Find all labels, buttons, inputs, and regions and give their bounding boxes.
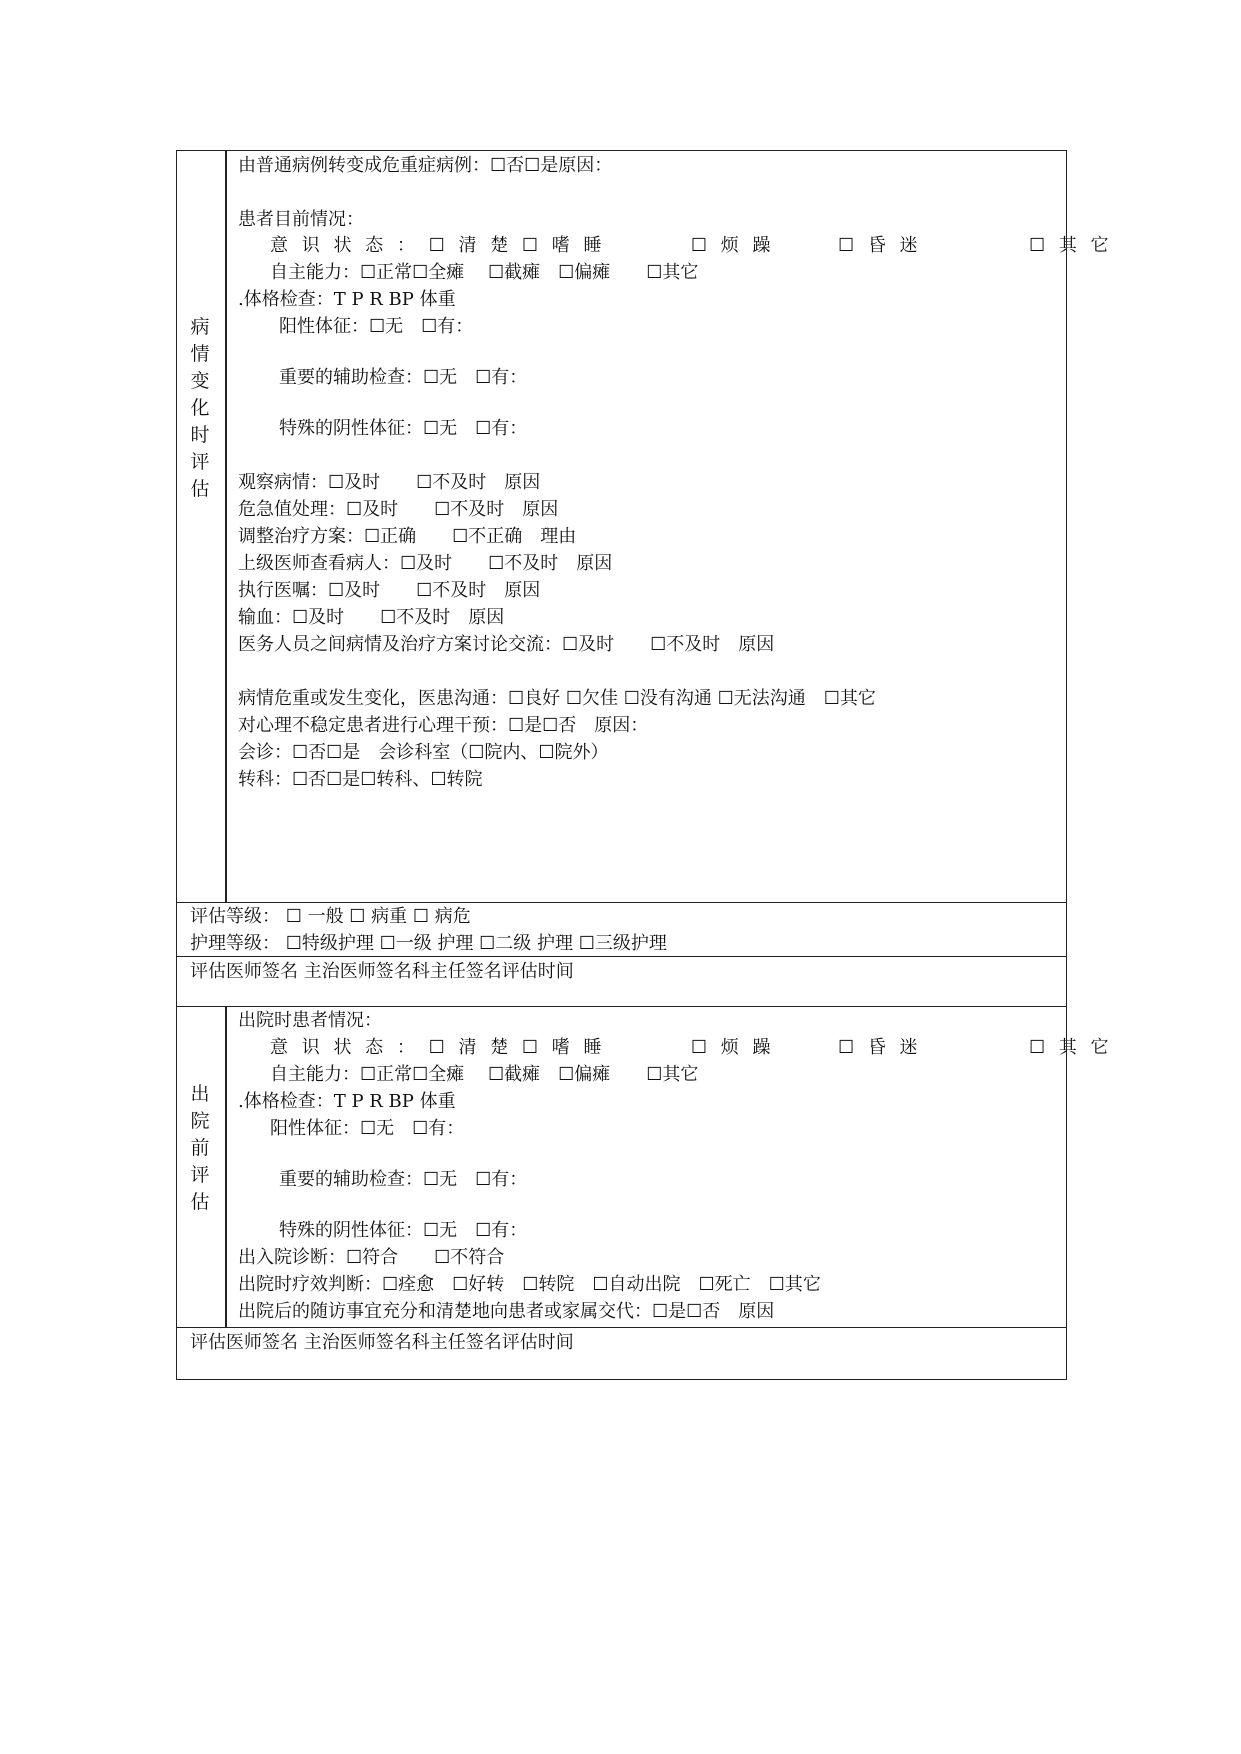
line-consultation: 会诊：☐否☐是 会诊科室（☐院内、☐院外） (238, 742, 609, 763)
section2-divider (225, 1006, 227, 1328)
line-psych-intervention: 对心理不稳定患者进行心理干预：☐是☐否 原因： (238, 715, 649, 736)
signature-row-2: 评估医师签名 主治医师签名科主任签名评估时间 (190, 1332, 574, 1353)
line-critical-transition: 由普通病例转变成危重症病例：☐否☐是原因： (238, 155, 613, 176)
section2-label: 出 院 前 评 估 (190, 1083, 210, 1213)
line-self-care: 自主能力：☐正常☐全瘫 ☐截瘫 ☐偏瘫 ☐其它 (270, 262, 699, 283)
line-transfer: 转科：☐否☐是☐转科、☐转院 (238, 769, 483, 790)
line-discharge-condition: 出院时患者情况： (238, 1010, 382, 1031)
table-border-bottom (176, 1379, 1067, 1380)
line-current-condition: 患者目前情况： (238, 209, 364, 230)
line-senior-doctor: 上级医师查看病人：☐及时 ☐不及时 原因 (238, 553, 613, 574)
line-consciousness: 意 识 状 态 ： ☐ 清 楚 ☐ 嗜 睡 ☐ 烦 躁 ☐ 昏 迷 ☐ 其 它 (270, 235, 1113, 256)
line-orders: 执行医嘱：☐及时 ☐不及时 原因 (238, 580, 541, 601)
line-outcome: 出院时疗效判断：☐痊愈 ☐好转 ☐转院 ☐自动出院 ☐死亡 ☐其它 (238, 1274, 821, 1295)
line-consciousness-2: 意 识 状 态 ： ☐ 清 楚 ☐ 嗜 睡 ☐ 烦 躁 ☐ 昏 迷 ☐ 其 它 (270, 1037, 1113, 1058)
line-auxiliary-exam-2: 重要的辅助检查：☐无 ☐有： (279, 1169, 528, 1190)
line-follow-up: 出院后的随访事宜充分和清楚地向患者或家属交代：☐是☐否 原因 (238, 1301, 775, 1322)
table-border-top (176, 150, 1067, 151)
section1-label: 病 情 变 化 时 评 估 (190, 316, 210, 500)
line-auxiliary-exam: 重要的辅助检查：☐无 ☐有： (279, 367, 528, 388)
nursing-grade: 护理等级： ☐特级护理 ☐一级 护理 ☐二级 护理 ☐三级护理 (190, 933, 667, 954)
assessment-grade: 评估等级： ☐ 一般 ☐ 病重 ☐ 病危 (190, 906, 471, 927)
section1-divider (225, 150, 227, 902)
signature-row-1: 评估医师签名 主治医师签名科主任签名评估时间 (190, 961, 574, 982)
line-self-care-2: 自主能力：☐正常☐全瘫 ☐截瘫 ☐偏瘫 ☐其它 (270, 1064, 699, 1085)
row-divider-signature1 (176, 956, 1067, 957)
line-physical-exam: .体格检查：T P R BP 体重 (238, 289, 456, 310)
row-divider-signature2 (176, 1327, 1067, 1328)
line-treatment-plan: 调整治疗方案：☐正确 ☐不正确 理由 (238, 526, 577, 547)
table-border-right (1066, 150, 1067, 1380)
line-critical-value: 危急值处理：☐及时 ☐不及时 原因 (238, 499, 559, 520)
line-transfusion: 输血：☐及时 ☐不及时 原因 (238, 607, 505, 628)
line-diagnosis-match: 出入院诊断：☐符合 ☐不符合 (238, 1247, 505, 1268)
row-divider-grade (176, 902, 1067, 903)
row-divider-section2 (176, 1006, 1067, 1007)
line-discussion: 医务人员之间病情及治疗方案讨论交流：☐及时 ☐不及时 原因 (238, 634, 775, 655)
table-border-left (176, 150, 177, 1380)
line-negative-signs: 特殊的阴性体征：☐无 ☐有： (279, 418, 528, 439)
line-observation: 观察病情：☐及时 ☐不及时 原因 (238, 472, 541, 493)
line-positive-signs-2: 阳性体征：☐无 ☐有： (270, 1118, 465, 1139)
line-positive-signs: 阳性体征：☐无 ☐有： (279, 316, 474, 337)
line-negative-signs-2: 特殊的阴性体征：☐无 ☐有： (279, 1220, 528, 1241)
line-physical-exam-2: .体格检查：T P R BP 体重 (238, 1091, 456, 1112)
line-communication: 病情危重或发生变化，医患沟通：☐良好 ☐欠佳 ☐没有沟通 ☐无法沟通 ☐其它 (238, 688, 876, 709)
